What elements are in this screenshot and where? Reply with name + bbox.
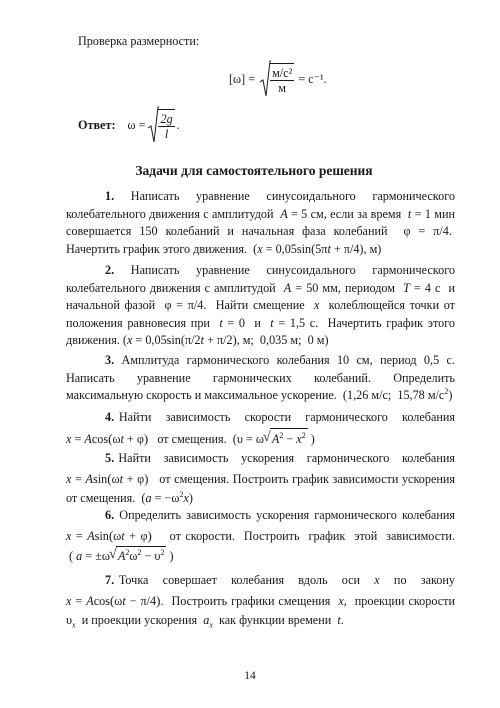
answer-label: Ответ: bbox=[78, 117, 116, 132]
answer-fraction bbox=[158, 109, 174, 141]
dimension-result: = с⁻¹. bbox=[298, 71, 327, 86]
answer-line bbox=[78, 106, 180, 144]
fraction-numerator: м/с² bbox=[272, 66, 293, 80]
answer-lhs: ω = bbox=[127, 117, 146, 132]
omega-bracket: [ω] = bbox=[229, 71, 256, 86]
fraction-numerator: 2g bbox=[160, 112, 173, 126]
problem-3: 3. Амплитуда гармонического колебания 10 см, период 0,5 с. Написать уравнение гармонических колебаний. Определить максимальную скорость и максимальное ускорение. (1,26 м/с; 15,78 $м/с^2$) bbox=[66, 353, 455, 402]
problem-number: 6. bbox=[105, 508, 115, 522]
problem-number: 5. bbox=[105, 451, 115, 465]
dimension-check-heading: Проверка размерности: bbox=[78, 34, 200, 48]
section-title: Задачи для самостоятельного решения bbox=[135, 163, 373, 178]
problem-1: 1. Написать уравнение синусоидального гармонического колебательного движения с амплитудой A = 5 см, если за время t = 1 мин совершается 150 колебаний и начальная фаза колебаний φ = π/4. Начертить график этого движения. (x = 0,05sin(5πt + π/4), м) bbox=[66, 189, 455, 256]
problem-number: 7. bbox=[105, 573, 115, 587]
fraction-denominator: l bbox=[164, 127, 169, 141]
problem-4: 4. Найти зависимость скорости гармонического колебания x = Acos(ωt + φ) от смещения. (υ = ω √ $A^2 - x^2$ ) bbox=[66, 407, 455, 450]
fraction-denominator: м bbox=[278, 81, 286, 95]
problem-number: 3. bbox=[105, 353, 115, 367]
page-number: 14 bbox=[244, 670, 256, 682]
problem-number: 4. bbox=[105, 410, 115, 424]
dimension-check-formula bbox=[229, 60, 327, 98]
problem-number: 2. bbox=[105, 263, 115, 277]
problem-7: 7. Точка совершает колебания вдоль оси x по закону x = Acos(ωt − π/4). Построить графики смещения x, проекции скорости $\upsilon_x$ и проекции ускорения $a_x$ как функции времени t. bbox=[66, 573, 455, 630]
problem-number: 1. bbox=[105, 189, 115, 203]
problem-6: 6. Определить зависимость ускорения гармонического колебания x = Asin(ωt + φ) от скорости. Построить график этой зависимости. ( a = ±ω √ $A^2\omega^2 - \upsilon^2$ ) bbox=[66, 506, 455, 567]
problem-2: 2. Написать уравнение синусоидального гармонического колебательного движения с амплитудой A = 50 мм, периодом T = 4 с и начальной фазой φ = π/4. Найти смещение x колеблющейся точки от положения равновесия при t = 0 и t = 1,5 с. Начертить график этого движения. (x = 0,05sin(π/2t + π/2), м; 0,035 м; 0 м) bbox=[66, 263, 456, 347]
dimension-fraction bbox=[270, 63, 294, 95]
problem-5: 5. Найти зависимость ускорения гармонического колебания x = Asin(ωt + φ) от смещения. Построить график зависимости ускорения от смещения. $(a = -\omega^2x)$ bbox=[66, 451, 456, 505]
answer-period: . bbox=[176, 117, 180, 132]
